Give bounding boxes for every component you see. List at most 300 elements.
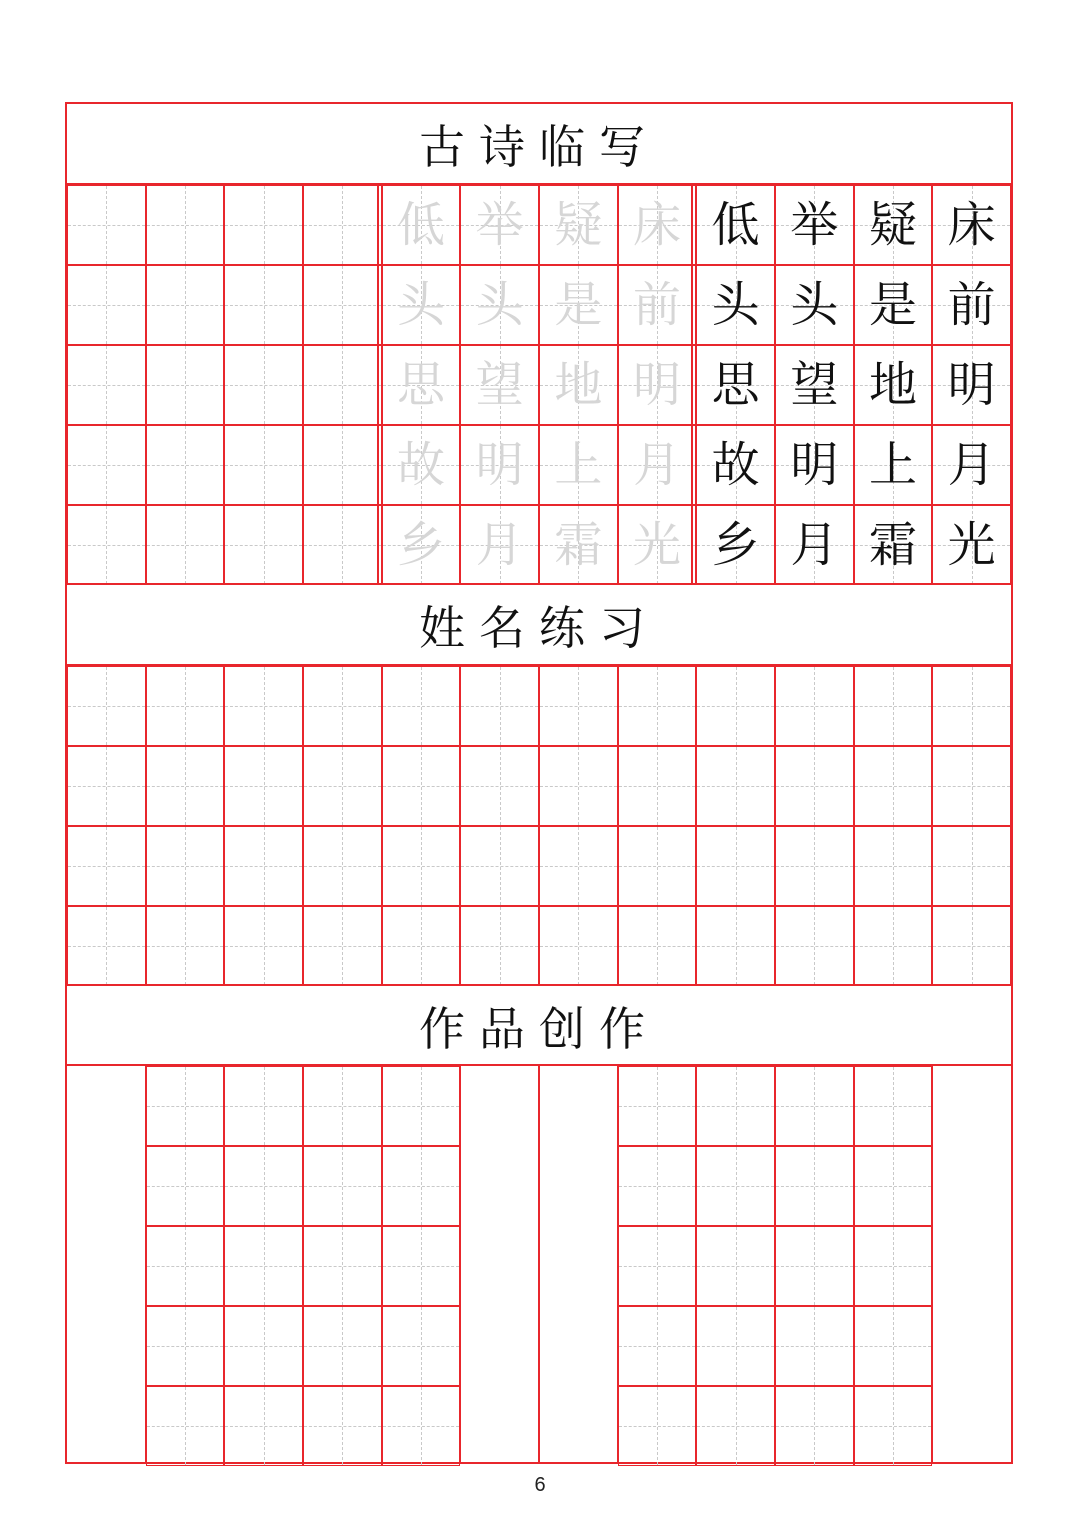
poem-character: 明 [475, 437, 524, 493]
guide-line [264, 266, 265, 344]
guide-line [106, 667, 107, 745]
trace-cell [460, 505, 539, 585]
guide-line [500, 907, 501, 985]
name-practice-cell [932, 826, 1011, 906]
guide-line [342, 186, 343, 264]
poem-character: 霜 [554, 517, 603, 573]
model-cell [775, 185, 854, 265]
creation-cell [775, 1306, 854, 1386]
guide-line [578, 907, 579, 985]
name-practice-cell [460, 746, 539, 826]
practice-cell [224, 345, 303, 425]
name-practice-cell [382, 906, 461, 986]
poem-character: 举 [790, 197, 839, 253]
guide-line [657, 747, 658, 825]
name-practice-cell [932, 666, 1011, 746]
guide-line [578, 667, 579, 745]
name-practice-cell [618, 906, 697, 986]
name-practice-cell [618, 746, 697, 826]
guide-line [500, 827, 501, 905]
name-practice-cell [618, 826, 697, 906]
column-border [931, 1066, 933, 1462]
model-cell [854, 345, 933, 425]
guide-line [736, 1227, 737, 1305]
guide-line [185, 426, 186, 504]
page-number: 6 [534, 1474, 546, 1496]
guide-line [736, 1067, 737, 1145]
model-cell [696, 345, 775, 425]
trace-cell [460, 265, 539, 345]
creation-cell [618, 1146, 697, 1226]
guide-line [814, 1067, 815, 1145]
guide-line [578, 827, 579, 905]
creation-cell [303, 1226, 382, 1306]
poem-character: 头 [475, 277, 524, 333]
guide-line [342, 907, 343, 985]
guide-line [893, 1147, 894, 1225]
guide-line [106, 827, 107, 905]
poem-character: 霜 [868, 517, 917, 573]
poem-copy-title: 古诗临写 [419, 119, 659, 174]
guide-line [185, 1147, 186, 1225]
guide-line [421, 667, 422, 745]
guide-line [264, 1227, 265, 1305]
poem-character: 头 [790, 277, 839, 333]
guide-line [264, 747, 265, 825]
column-border [145, 1066, 147, 1462]
name-practice-cell [146, 826, 225, 906]
guide-line [421, 1387, 422, 1465]
guide-line [421, 827, 422, 905]
name-practice-cell [460, 906, 539, 986]
name-practice-cell [382, 746, 461, 826]
practice-sheet [65, 102, 1013, 1464]
name-practice-cell [303, 826, 382, 906]
poem-character: 床 [632, 197, 681, 253]
poem-character: 思 [396, 357, 445, 413]
name-practice-cell [775, 906, 854, 986]
guide-line [342, 1067, 343, 1145]
practice-cell [146, 265, 225, 345]
guide-line [421, 1227, 422, 1305]
poem-character: 地 [868, 357, 917, 413]
creation-cell [775, 1066, 854, 1146]
name-practice-cell [224, 826, 303, 906]
guide-line [657, 1387, 658, 1465]
name-practice-cell [67, 666, 146, 746]
practice-cell [67, 185, 146, 265]
poem-character: 头 [711, 277, 760, 333]
practice-cell [303, 185, 382, 265]
trace-cell [460, 345, 539, 425]
guide-line [893, 1227, 894, 1305]
name-practice-cell [382, 826, 461, 906]
poem-character: 疑 [554, 197, 603, 253]
poem-character: 举 [475, 197, 524, 253]
trace-cell [539, 505, 618, 585]
poem-character: 是 [868, 277, 917, 333]
practice-cell [303, 505, 382, 585]
guide-line [657, 827, 658, 905]
poem-character: 光 [947, 517, 996, 573]
guide-line [657, 1307, 658, 1385]
trace-cell [539, 185, 618, 265]
model-cell [932, 505, 1011, 585]
guide-line [185, 747, 186, 825]
name-practice-cell [932, 906, 1011, 986]
guide-line [185, 1307, 186, 1385]
name-practice-cell [775, 746, 854, 826]
guide-line [893, 1307, 894, 1385]
practice-cell [303, 345, 382, 425]
model-cell [696, 185, 775, 265]
guide-line [185, 1387, 186, 1465]
column-border [459, 1066, 461, 1462]
poem-character: 床 [947, 197, 996, 253]
name-practice-cell [460, 826, 539, 906]
name-practice-cell [854, 746, 933, 826]
column-border [538, 1066, 540, 1462]
guide-line [264, 426, 265, 504]
trace-cell [382, 345, 461, 425]
name-practice-cell [67, 826, 146, 906]
creation-cell [303, 1306, 382, 1386]
creation-cell [303, 1146, 382, 1226]
guide-line [736, 827, 737, 905]
name-practice-title: 姓名练习 [419, 600, 659, 655]
poem-character: 故 [396, 437, 445, 493]
guide-line [500, 667, 501, 745]
poem-character: 乡 [711, 517, 760, 573]
guide-line [421, 747, 422, 825]
guide-line [342, 506, 343, 584]
name-practice-cell [303, 906, 382, 986]
name-practice-cell [224, 746, 303, 826]
name-practice-cell [303, 666, 382, 746]
creation-cell [854, 1306, 933, 1386]
guide-line [657, 1067, 658, 1145]
trace-cell [539, 345, 618, 425]
practice-cell [224, 185, 303, 265]
creation-title: 作品创作 [419, 1001, 659, 1056]
model-cell [854, 185, 933, 265]
model-cell [775, 425, 854, 505]
name-practice-cell [854, 826, 933, 906]
guide-line [185, 506, 186, 584]
poem-character: 明 [790, 437, 839, 493]
trace-cell [382, 185, 461, 265]
practice-cell [303, 425, 382, 505]
guide-line [106, 346, 107, 424]
guide-line [264, 1307, 265, 1385]
guide-line [972, 827, 973, 905]
model-cell [854, 425, 933, 505]
guide-line [500, 747, 501, 825]
model-cell [775, 265, 854, 345]
guide-line [972, 747, 973, 825]
guide-line [736, 667, 737, 745]
guide-line [342, 827, 343, 905]
name-practice-cell [696, 746, 775, 826]
guide-line [342, 1387, 343, 1465]
group-separator [377, 185, 379, 583]
guide-line [264, 667, 265, 745]
model-cell [696, 505, 775, 585]
creation-cell [696, 1386, 775, 1466]
guide-line [814, 907, 815, 985]
creation-cell [382, 1226, 461, 1306]
guide-line [657, 1227, 658, 1305]
model-cell [696, 265, 775, 345]
guide-line [814, 667, 815, 745]
guide-line [421, 1307, 422, 1385]
model-cell [696, 425, 775, 505]
guide-line [421, 1147, 422, 1225]
trace-cell [618, 345, 697, 425]
guide-line [342, 747, 343, 825]
creation-cell [854, 1146, 933, 1226]
creation-cell [618, 1066, 697, 1146]
creation-cell [696, 1146, 775, 1226]
guide-line [972, 667, 973, 745]
model-cell [932, 345, 1011, 425]
creation-cell [146, 1146, 225, 1226]
practice-cell [67, 265, 146, 345]
creation-cell [303, 1386, 382, 1466]
creation-cell [146, 1226, 225, 1306]
guide-line [264, 506, 265, 584]
guide-line [342, 1227, 343, 1305]
guide-line [893, 907, 894, 985]
trace-cell [382, 505, 461, 585]
name-practice-cell [382, 666, 461, 746]
creation-cell [618, 1386, 697, 1466]
guide-line [106, 266, 107, 344]
guide-line [814, 1147, 815, 1225]
guide-line [893, 667, 894, 745]
creation-cell [382, 1306, 461, 1386]
guide-line [264, 1067, 265, 1145]
poem-character: 月 [947, 437, 996, 493]
poem-character: 思 [711, 357, 760, 413]
trace-cell [618, 505, 697, 585]
creation-cell [224, 1306, 303, 1386]
poem-character: 上 [868, 437, 917, 493]
name-practice-cell [224, 906, 303, 986]
practice-cell [67, 505, 146, 585]
creation-cell [146, 1066, 225, 1146]
creation-cell [382, 1066, 461, 1146]
name-practice-cell [696, 906, 775, 986]
poem-character: 疑 [868, 197, 917, 253]
creation-cell [854, 1226, 933, 1306]
guide-line [421, 907, 422, 985]
creation-cell [146, 1306, 225, 1386]
trace-cell [539, 425, 618, 505]
guide-line [893, 1387, 894, 1465]
creation-cell [382, 1146, 461, 1226]
creation-cell [303, 1066, 382, 1146]
poem-character: 望 [790, 357, 839, 413]
model-cell [854, 505, 933, 585]
guide-line [342, 346, 343, 424]
trace-cell [460, 185, 539, 265]
name-practice-cell [146, 746, 225, 826]
practice-cell [146, 185, 225, 265]
guide-line [185, 667, 186, 745]
name-practice-cell [696, 666, 775, 746]
name-practice-cell [539, 906, 618, 986]
guide-line [106, 186, 107, 264]
guide-line [342, 667, 343, 745]
poem-character: 明 [947, 357, 996, 413]
poem-character: 低 [711, 197, 760, 253]
guide-line [185, 907, 186, 985]
creation-cell [775, 1146, 854, 1226]
name-practice-cell [775, 826, 854, 906]
practice-cell [224, 265, 303, 345]
practice-cell [146, 505, 225, 585]
trace-cell [618, 185, 697, 265]
guide-line [814, 1227, 815, 1305]
guide-line [106, 426, 107, 504]
model-cell [854, 265, 933, 345]
model-cell [775, 505, 854, 585]
name-practice-cell [618, 666, 697, 746]
poem-character: 望 [475, 357, 524, 413]
guide-line [814, 1307, 815, 1385]
guide-line [893, 1067, 894, 1145]
model-cell [932, 265, 1011, 345]
model-cell [932, 185, 1011, 265]
poem-character: 前 [632, 277, 681, 333]
name-practice-cell [775, 666, 854, 746]
guide-line [657, 1147, 658, 1225]
poem-character: 头 [396, 277, 445, 333]
trace-cell [382, 265, 461, 345]
guide-line [578, 747, 579, 825]
poem-character: 明 [632, 357, 681, 413]
guide-line [185, 346, 186, 424]
guide-line [264, 186, 265, 264]
name-practice-cell [146, 906, 225, 986]
guide-line [106, 506, 107, 584]
poem-character: 乡 [396, 517, 445, 573]
guide-line [185, 186, 186, 264]
guide-line [185, 266, 186, 344]
creation-cell [696, 1226, 775, 1306]
poem-character: 光 [632, 517, 681, 573]
creation-cell [618, 1226, 697, 1306]
guide-line [264, 346, 265, 424]
poem-character: 月 [475, 517, 524, 573]
guide-line [106, 907, 107, 985]
creation-cell [224, 1066, 303, 1146]
poem-character: 前 [947, 277, 996, 333]
trace-cell [460, 425, 539, 505]
guide-line [264, 1147, 265, 1225]
guide-line [185, 1067, 186, 1145]
creation-cell [224, 1226, 303, 1306]
column-border [617, 1066, 619, 1462]
guide-line [736, 1307, 737, 1385]
practice-cell [146, 345, 225, 425]
guide-line [185, 827, 186, 905]
guide-line [814, 1387, 815, 1465]
name-practice-cell [303, 746, 382, 826]
guide-line [342, 1147, 343, 1225]
poem-character: 低 [396, 197, 445, 253]
guide-line [264, 907, 265, 985]
practice-cell [303, 265, 382, 345]
poem-character: 上 [554, 437, 603, 493]
practice-cell [224, 505, 303, 585]
poem-character: 月 [790, 517, 839, 573]
guide-line [342, 426, 343, 504]
guide-line [657, 907, 658, 985]
guide-line [421, 1067, 422, 1145]
name-practice-cell [67, 746, 146, 826]
guide-line [106, 747, 107, 825]
poem-character: 月 [632, 437, 681, 493]
guide-line [185, 1227, 186, 1305]
trace-cell [618, 425, 697, 505]
guide-line [893, 827, 894, 905]
guide-line [264, 1387, 265, 1465]
name-practice-cell [932, 746, 1011, 826]
guide-line [736, 907, 737, 985]
creation-cell [696, 1066, 775, 1146]
guide-line [342, 266, 343, 344]
creation-cell [146, 1386, 225, 1466]
group-separator [691, 185, 693, 583]
name-practice-cell [539, 746, 618, 826]
name-practice-cell [146, 666, 225, 746]
creation-cell [775, 1226, 854, 1306]
name-practice-cell [224, 666, 303, 746]
guide-line [736, 1387, 737, 1465]
name-practice-cell [460, 666, 539, 746]
model-cell [775, 345, 854, 425]
name-practice-cell [854, 906, 933, 986]
model-cell [932, 425, 1011, 505]
creation-cell [775, 1386, 854, 1466]
guide-line [893, 747, 894, 825]
trace-cell [539, 265, 618, 345]
guide-line [814, 747, 815, 825]
guide-line [736, 747, 737, 825]
practice-cell [67, 425, 146, 505]
practice-cell [146, 425, 225, 505]
poem-character: 地 [554, 357, 603, 413]
poem-character: 故 [711, 437, 760, 493]
name-practice-cell [696, 826, 775, 906]
guide-line [342, 1307, 343, 1385]
practice-cell [67, 345, 146, 425]
name-practice-cell [539, 826, 618, 906]
guide-line [814, 827, 815, 905]
creation-cell [618, 1306, 697, 1386]
creation-cell [696, 1306, 775, 1386]
practice-cell [224, 425, 303, 505]
creation-cell [854, 1386, 933, 1466]
creation-cell [224, 1386, 303, 1466]
creation-cell [382, 1386, 461, 1466]
guide-line [657, 667, 658, 745]
trace-cell [618, 265, 697, 345]
poem-character: 是 [554, 277, 603, 333]
name-practice-cell [854, 666, 933, 746]
